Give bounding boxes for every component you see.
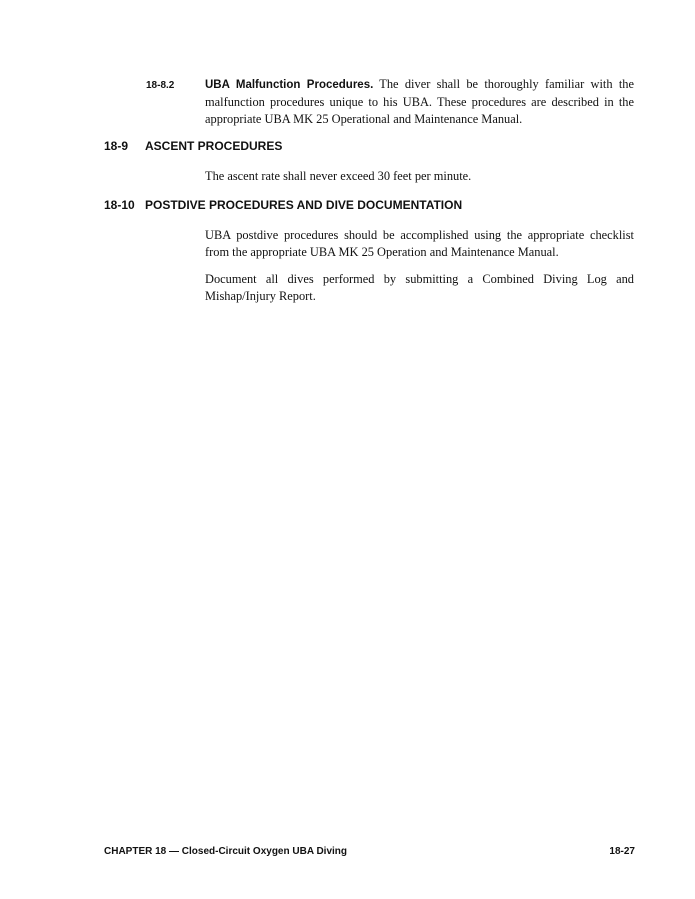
postdive-paragraph-1: UBA postdive procedures should be accomplished using the appropriate checklist from the appropriate UBA MK 25 Operation and Maintenance Manual. — [205, 228, 634, 259]
section-number-18-10: 18-10 — [104, 198, 135, 212]
subsection-number: 18-8.2 — [146, 80, 175, 91]
section-heading-ascent: ASCENT PROCEDURES — [145, 139, 283, 153]
postdive-paragraph-2: Document all dives performed by submitting a Combined Diving Log and Mishap/Injury Report. — [205, 272, 634, 303]
footer-page-number: 18-27 — [609, 846, 635, 857]
subsection-paragraph — [205, 76, 634, 128]
ascent-paragraph: The ascent rate shall never exceed 30 feet per minute. — [205, 169, 472, 183]
footer-chapter-title: CHAPTER 18 — Closed-Circuit Oxygen UBA Diving — [104, 846, 347, 857]
subsection-title: UBA Malfunction Procedures. — [205, 79, 374, 91]
section-number-18-9: 18-9 — [104, 139, 129, 153]
section-heading-postdive: POSTDIVE PROCEDURES AND DIVE DOCUMENTATION — [145, 198, 463, 212]
subsection-text: The diver shall be thoroughly familiar with the malfunction procedures unique to his UBA. These procedures are described in the appropriate UBA MK 25 Operational and Maintenance Manual. — [205, 77, 635, 126]
